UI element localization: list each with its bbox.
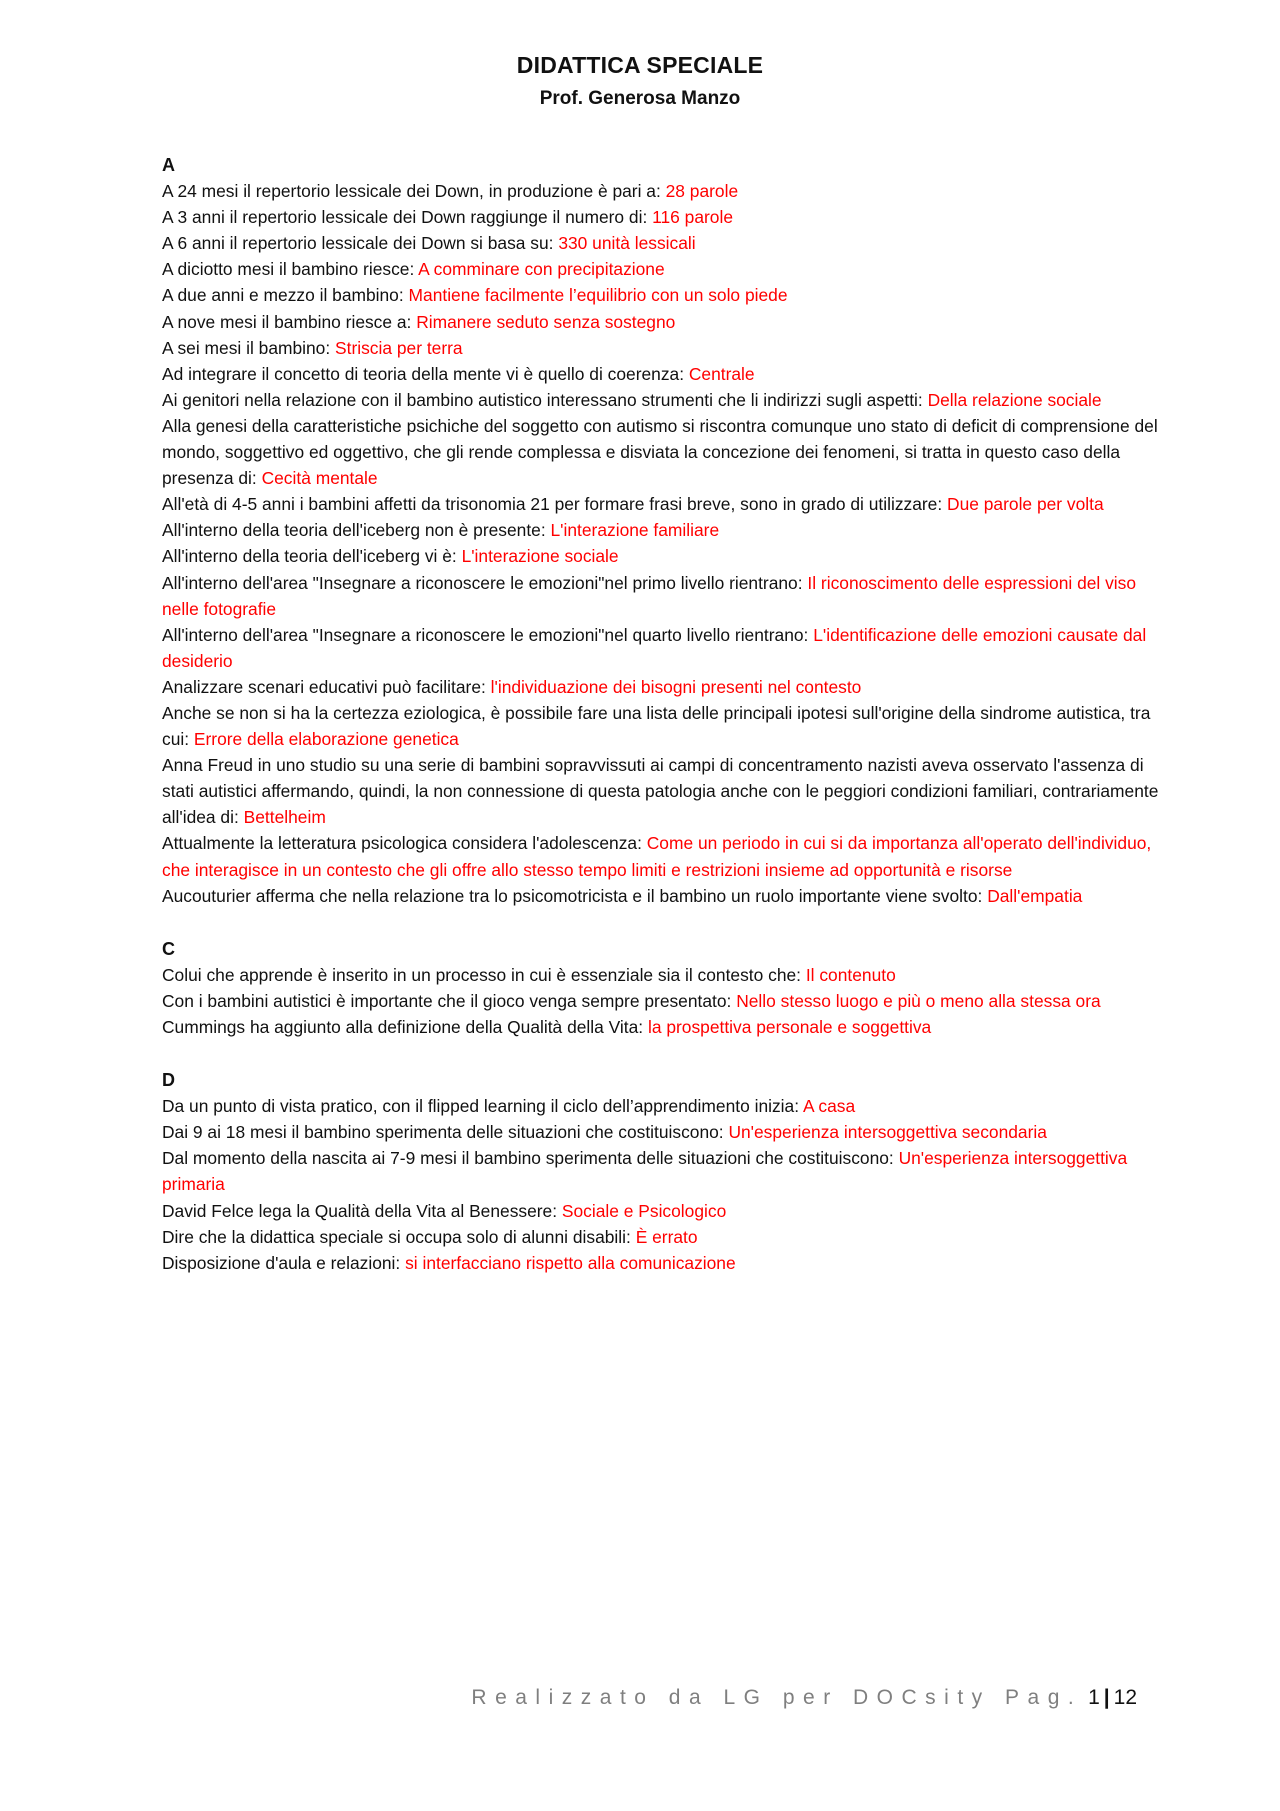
qa-entry	[162, 1093, 1172, 1119]
question-text: A 6 anni il repertorio lessicale dei Down si basa su:	[162, 233, 559, 254]
section-d	[162, 1067, 1172, 1276]
question-text: Anche se non si ha la certezza eziologica, è possibile fare una lista delle principali ipotesi sull'origine della sindrome autistica, tra cui:	[162, 702, 1151, 750]
answer-text: Striscia per terra	[335, 337, 463, 358]
section-letter: C	[162, 938, 175, 959]
qa-entry	[162, 230, 1172, 256]
answer-text: si interfacciano rispetto alla comunicazione	[405, 1252, 736, 1273]
qa-entry	[162, 830, 1172, 882]
answer-text: Nello stesso luogo e più o meno alla stessa ora	[736, 990, 1101, 1011]
question-text: All'interno della teoria dell'iceberg non è presente:	[162, 520, 551, 541]
qa-entry	[162, 335, 1172, 361]
qa-entry	[162, 988, 1172, 1014]
qa-entry	[162, 309, 1172, 335]
qa-entry	[162, 1198, 1172, 1224]
qa-entry	[162, 282, 1172, 308]
answer-text: Dall'empatia	[987, 885, 1083, 906]
answer-text: Sociale e Psicologico	[561, 1200, 727, 1221]
question-text: Colui che apprende è inserito in un processo in cui è essenziale sia il contesto che:	[162, 964, 806, 985]
section-a	[162, 152, 1172, 909]
answer-text: È errato	[635, 1226, 698, 1247]
qa-entry	[162, 570, 1172, 622]
question-text: Con i bambini autistici è importante che il gioco venga sempre presentato:	[162, 990, 737, 1011]
qa-entry	[162, 1145, 1172, 1197]
answer-text: L'interazione familiare	[550, 520, 720, 541]
answer-text: Errore della elaborazione genetica	[193, 729, 459, 750]
qa-content	[162, 152, 1172, 1303]
question-text: Dire che la didattica speciale si occupa solo di alunni disabili:	[162, 1226, 636, 1247]
answer-text: Mantiene facilmente l’equilibrio con un solo piede	[408, 285, 788, 306]
qa-entry	[162, 752, 1172, 830]
answer-text: 116 parole	[652, 207, 734, 228]
question-text: Aucouturier afferma che nella relazione tra lo psicomotricista e il bambino un ruolo importante viene svolto:	[162, 885, 988, 906]
question-text: Alla genesi della caratteristiche psichiche del soggetto con autismo si riscontra comunque uno stato di deficit di comprensione del mondo, soggettivo ed oggettivo, che gli rende complessa e disviata la concezione dei fenomeni, si tratta in questo caso della presenza di:	[162, 415, 1158, 489]
question-text: Da un punto di vista pratico, con il flipped learning il ciclo dell’apprendimento inizia:	[162, 1096, 803, 1117]
answer-text: Cecità mentale	[261, 468, 378, 489]
answer-text: Due parole per volta	[947, 494, 1104, 515]
question-text: A 24 mesi il repertorio lessicale dei Down, in produzione è pari a:	[162, 181, 666, 202]
section-letter: A	[162, 155, 175, 175]
question-text: A diciotto mesi il bambino riesce:	[162, 259, 419, 280]
qa-entry	[162, 491, 1172, 517]
qa-entry	[162, 413, 1172, 491]
answer-text: A comminare con precipitazione	[418, 259, 665, 280]
answer-text: Un'esperienza intersoggettiva secondaria	[728, 1122, 1047, 1143]
answer-text: l'individuazione dei bisogni presenti nel contesto	[490, 676, 862, 697]
page-title: DIDATTICA SPECIALE	[516, 52, 764, 78]
question-text: Disposizione d'aula e relazioni:	[162, 1252, 406, 1273]
answer-text: Come un periodo in cui si da importanza all'operato dell'individuo, che interagisce in un contesto che gli offre allo stesso tempo limiti e restrizioni insieme ad opportunità e risorse	[162, 833, 1152, 880]
qa-entry	[162, 883, 1172, 909]
qa-entry	[162, 674, 1172, 700]
question-text: A nove mesi il bambino riesce a:	[162, 311, 417, 332]
question-text: Ai genitori nella relazione con il bambino autistico interessano strumenti che li indirizzi sugli aspetti:	[162, 389, 928, 410]
qa-entry	[162, 387, 1172, 413]
question-text: Attualmente la letteratura psicologica considera l'adolescenza:	[162, 833, 647, 854]
question-text: All'interno dell'area "Insegnare a riconoscere le emozioni"nel quarto livello rientrano:	[162, 624, 814, 645]
question-text: A due anni e mezzo il bambino:	[162, 285, 409, 306]
footer-separator: |	[1103, 1686, 1110, 1709]
qa-entry	[162, 1119, 1172, 1145]
footer-text: Realizzato da LG per DOCsity Pag.	[471, 1686, 1083, 1709]
section-letter: D	[162, 1070, 175, 1091]
qa-entry	[162, 1014, 1172, 1040]
qa-entry	[162, 517, 1172, 543]
qa-entry	[162, 178, 1172, 204]
qa-entry	[162, 1250, 1172, 1276]
question-text: A 3 anni il repertorio lessicale dei Down raggiunge il numero di:	[162, 207, 653, 228]
qa-entry	[162, 962, 1172, 988]
answer-text: Centrale	[688, 363, 755, 384]
qa-entry	[162, 622, 1172, 674]
qa-entry	[162, 204, 1172, 230]
page-subtitle: Prof. Generosa Manzo	[539, 88, 741, 109]
footer-page-number: 1	[1088, 1686, 1100, 1709]
answer-text: L'interazione sociale	[461, 546, 619, 567]
qa-entry	[162, 700, 1172, 752]
answer-text: 330 unità lessicali	[558, 233, 696, 254]
answer-text: Un'esperienza intersoggettiva primaria	[162, 1148, 1128, 1195]
question-text: A sei mesi il bambino:	[162, 337, 336, 358]
qa-entry	[162, 543, 1172, 569]
qa-entry	[162, 256, 1172, 282]
answer-text: 28 parole	[665, 181, 739, 202]
page-footer	[471, 1686, 1137, 1710]
question-text: All'interno dell'area "Insegnare a riconoscere le emozioni"nel primo livello rientrano:	[162, 572, 808, 593]
question-text: Dal momento della nascita ai 7-9 mesi il bambino sperimenta delle situazioni che costituiscono:	[162, 1148, 899, 1169]
question-text: All'interno della teoria dell'iceberg vi è:	[162, 546, 462, 567]
question-text: Cummings ha aggiunto alla definizione della Qualità della Vita:	[162, 1017, 648, 1037]
answer-text: la prospettiva personale e soggettiva	[647, 1017, 932, 1037]
footer-page-total: 12	[1113, 1686, 1137, 1709]
question-text: Dai 9 ai 18 mesi il bambino sperimenta delle situazioni che costituiscono:	[162, 1122, 729, 1143]
question-text: David Felce lega la Qualità della Vita al Benessere:	[162, 1200, 562, 1221]
answer-text: L'identificazione delle emozioni causate dal desiderio	[162, 624, 1147, 671]
answer-text: A casa	[802, 1096, 856, 1117]
section-c	[162, 936, 1172, 1040]
question-text: Anna Freud in uno studio su una serie di bambini sopravvissuti ai campi di concentramento nazisti aveva osservato l'assenza di stati autistici affermando, quindi, la non connessione di questa patologia anche con le peggiori condizioni familiari, contrariamente all'idea di:	[162, 755, 1159, 828]
question-text: All'età di 4-5 anni i bambini affetti da trisonomia 21 per formare frasi breve, sono in grado di utilizzare:	[162, 494, 948, 515]
answer-text: Il riconoscimento delle espressioni del viso nelle fotografie	[162, 572, 1137, 619]
question-text: Ad integrare il concetto di teoria della mente vi è quello di coerenza:	[162, 363, 689, 384]
question-text: Analizzare scenari educativi può facilitare:	[162, 676, 491, 697]
qa-entry	[162, 1224, 1172, 1250]
answer-text: Bettelheim	[243, 807, 326, 828]
answer-text: Il contenuto	[805, 964, 896, 985]
qa-entry	[162, 361, 1172, 387]
answer-text: Della relazione sociale	[927, 389, 1102, 410]
answer-text: Rimanere seduto senza sostegno	[416, 311, 676, 332]
